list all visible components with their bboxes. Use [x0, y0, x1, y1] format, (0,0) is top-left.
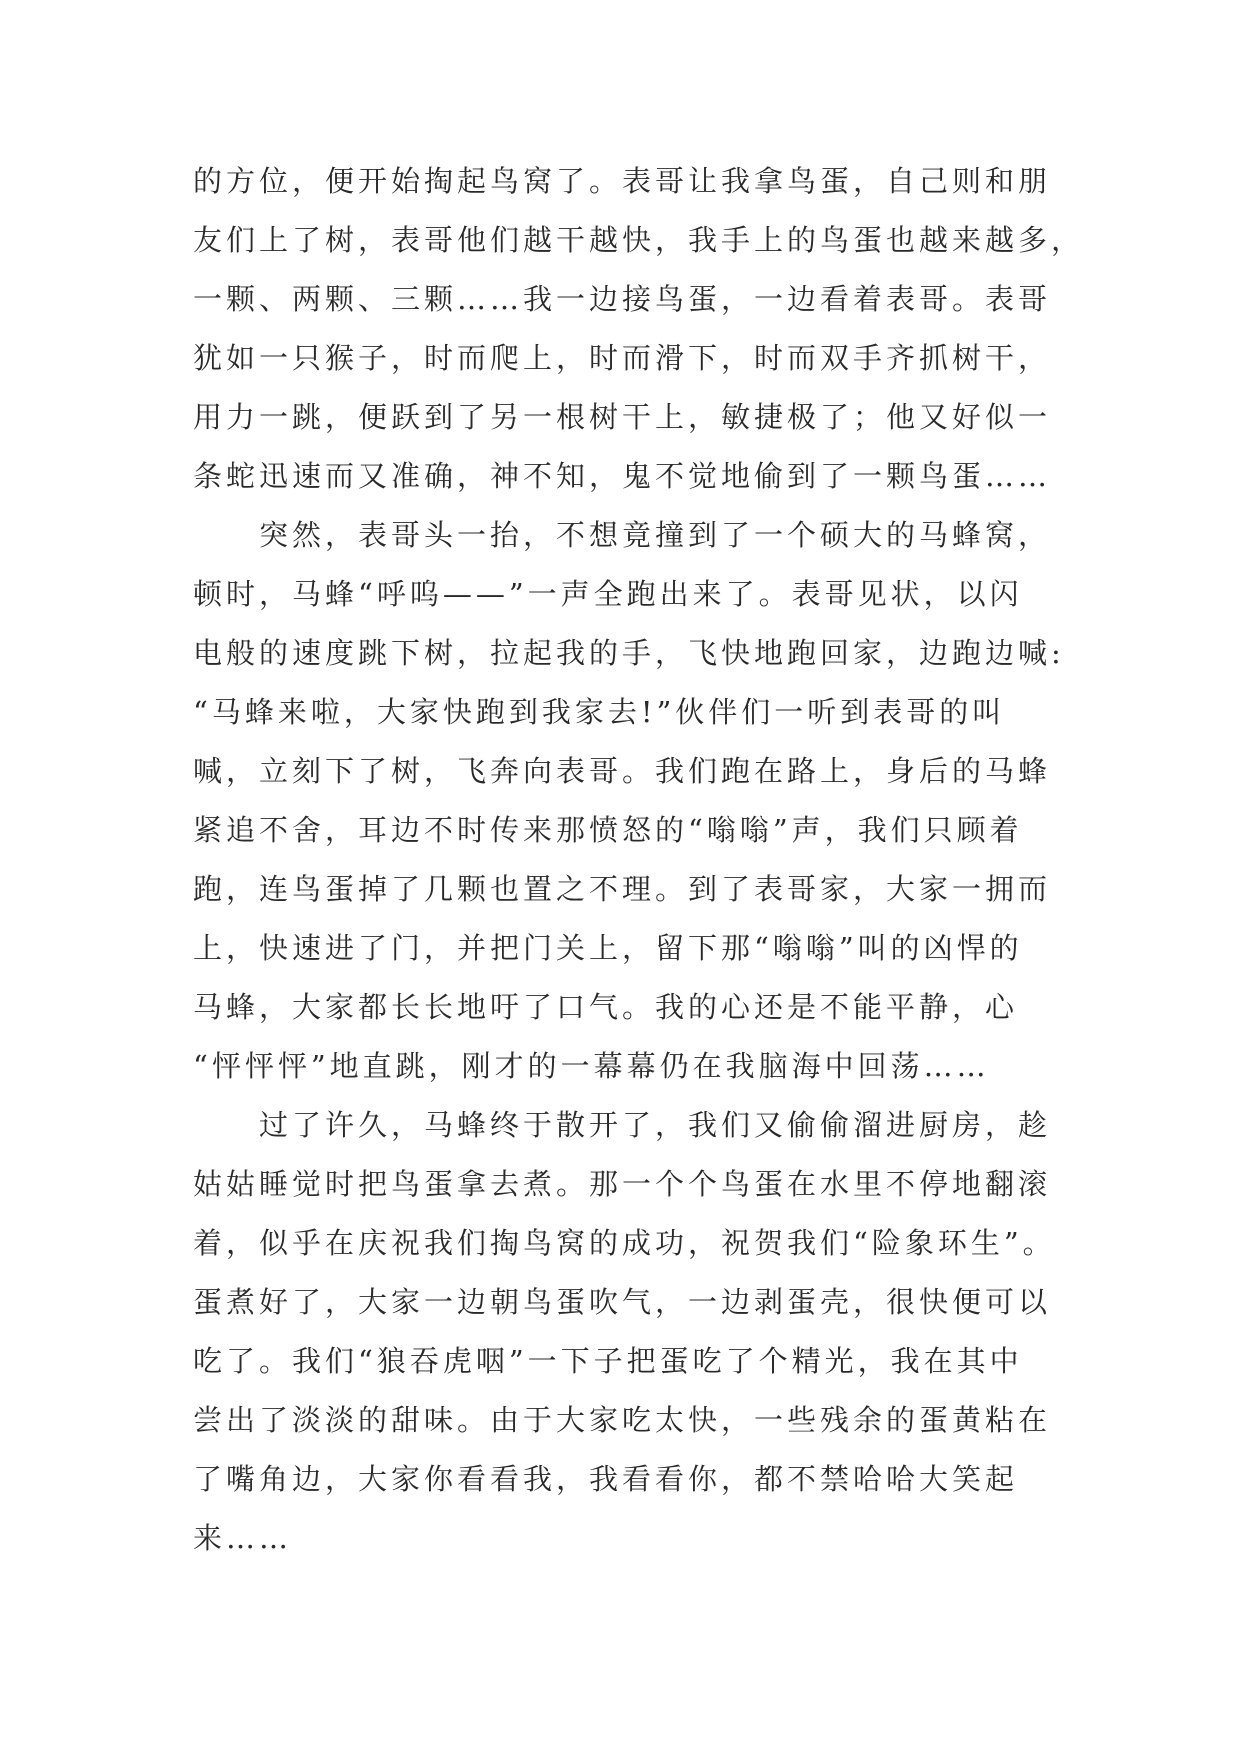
text-line: 一颗、两颗、三颗……我一边接鸟蛋，一边看着表哥。表哥 [193, 282, 1052, 316]
text-line: 过了许久，马蜂终于散开了，我们又偷偷溜进厨房，趁 [193, 1108, 1052, 1142]
essay-body [193, 152, 1085, 1568]
text-line: 跑，连鸟蛋掉了几颗也置之不理。到了表哥家，大家一拥而 [193, 872, 1052, 906]
text-line: 条蛇迅速而又准确，神不知，鬼不觉地偷到了一颗鸟蛋…… [193, 459, 1052, 493]
text-line: “马蜂来啦，大家快跑到我家去!”伙伴们一听到表哥的叫 [193, 695, 1006, 729]
text-line: 突然，表哥头一抬，不想竟撞到了一个硕大的马蜂窝， [193, 518, 1052, 552]
text-line: 顿时，马蜂“呼呜——”一声全跑出来了。表哥见状，以闪 [193, 577, 1023, 611]
text-line: 尝出了淡淡的甜味。由于大家吃太快，一些残余的蛋黄粘在 [193, 1403, 1052, 1437]
text-line: 犹如一只猴子，时而爬上，时而滑下，时而双手齐抓树干， [193, 341, 1052, 375]
text-line: 着，似乎在庆祝我们掏鸟窝的成功，祝贺我们“险象环生”。 [193, 1226, 1056, 1260]
text-line: 了嘴角边，大家你看看我，我看看你，都不禁哈哈大笑起 [193, 1462, 1019, 1496]
text-line: 紧追不舍，耳边不时传来那愤怒的“嗡嗡”声，我们只顾着 [193, 813, 1023, 847]
text-line: 吃了。我们“狼吞虎咽”一下子把蛋吃了个精光，我在其中 [193, 1344, 1023, 1378]
text-line: 蛋煮好了，大家一边朝鸟蛋吹气，一边剥蛋壳，很快便可以 [193, 1285, 1052, 1319]
text-line: 马蜂，大家都长长地吁了口气。我的心还是不能平静，心 [193, 990, 1019, 1024]
text-line: 友们上了树，表哥他们越干越快，我手上的鸟蛋也越来越多， [193, 223, 1085, 257]
text-line: 的方位，便开始掏起鸟窝了。表哥让我拿鸟蛋，自己则和朋 [193, 164, 1052, 198]
text-line: 上，快速进了门，并把门关上，留下那“嗡嗡”叫的凶悍的 [193, 931, 1023, 965]
text-line: 用力一跳，便跃到了另一根树干上，敏捷极了；他又好似一 [193, 400, 1052, 434]
text-line: 喊，立刻下了树，飞奔向表哥。我们跑在路上，身后的马蜂 [193, 754, 1052, 788]
text-line: “怦怦怦”地直跳，刚才的一幕幕仍在我脑海中回荡…… [193, 1049, 990, 1083]
text-line: 姑姑睡觉时把鸟蛋拿去煮。那一个个鸟蛋在水里不停地翻滚 [193, 1167, 1052, 1201]
text-line: 电般的速度跳下树，拉起我的手，飞快地跑回家，边跑边喊: [193, 636, 1065, 670]
text-line: 来…… [193, 1521, 293, 1555]
